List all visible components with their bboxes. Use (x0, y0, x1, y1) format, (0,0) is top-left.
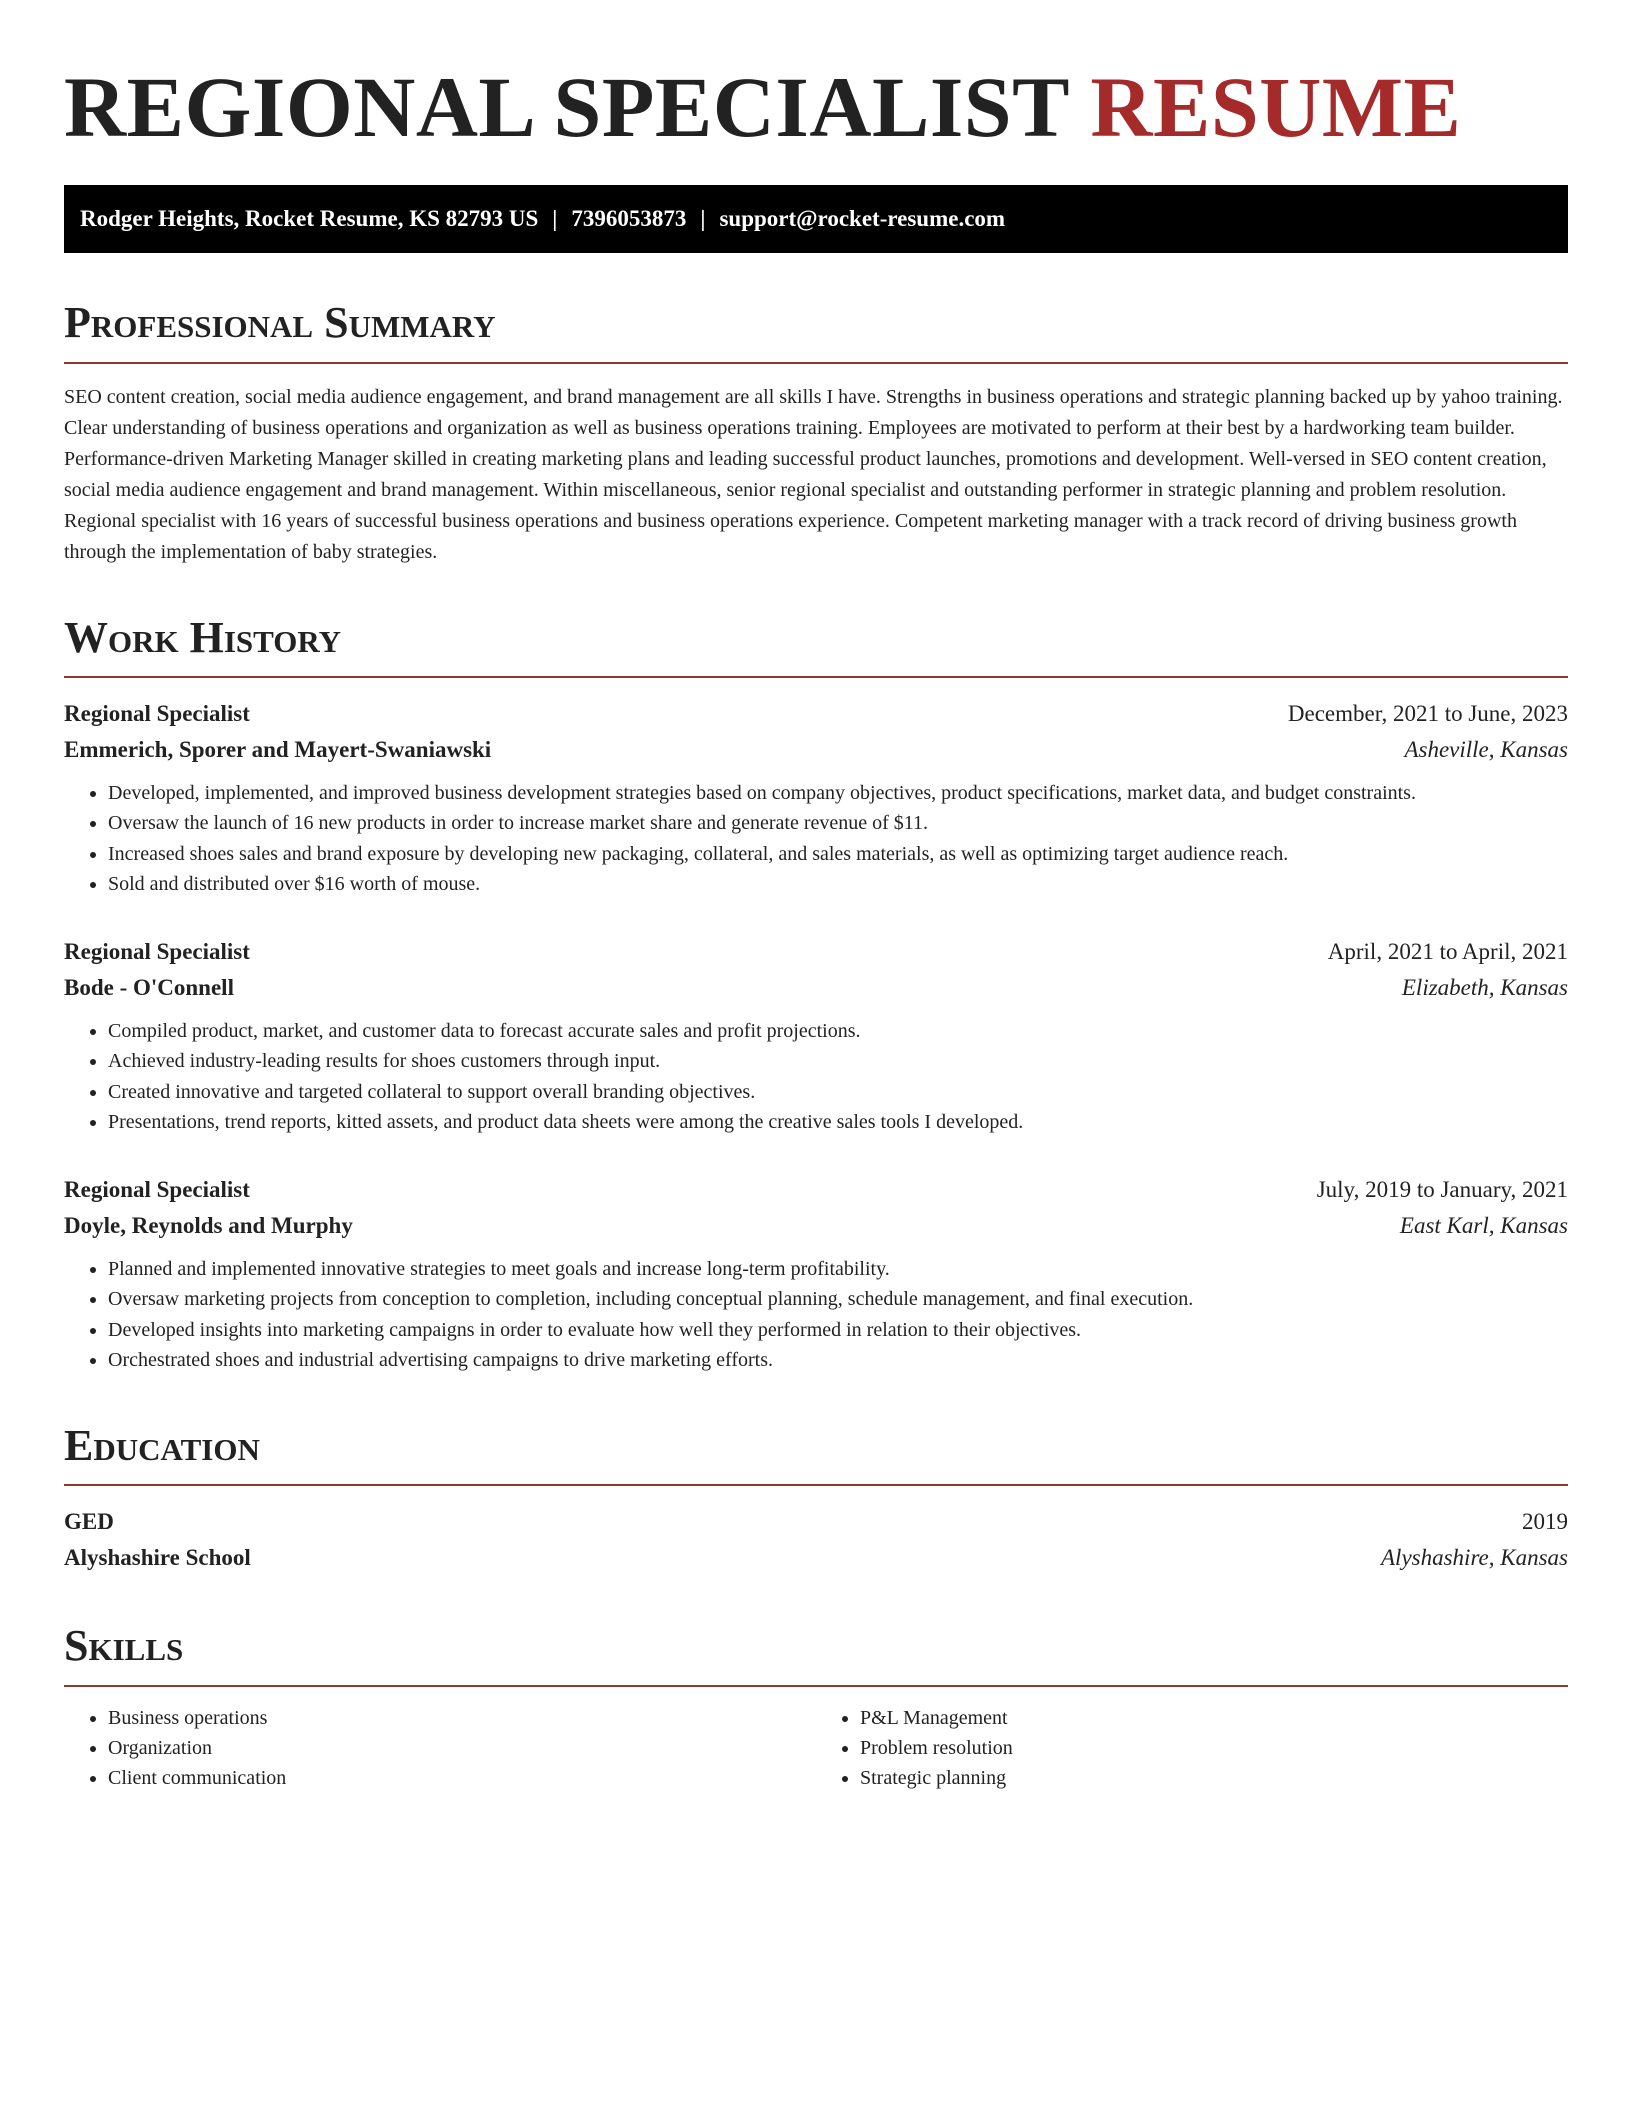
education-heading: Education (64, 1422, 1568, 1486)
skill-item: • Client communication (108, 1763, 816, 1793)
job-bullet: • Developed insights into marketing campaigns in order to evaluate how well they performed in relation to their objectives. (108, 1315, 1568, 1346)
job-company: Emmerich, Sporer and Mayert-Swaniawski (64, 736, 492, 762)
job-dates: December, 2021 to June, 2023 (1287, 700, 1568, 726)
job-entry (64, 934, 1568, 1138)
skills-column-right (816, 1703, 1568, 1793)
skills-heading: Skills (64, 1622, 1568, 1686)
job-bullet: • Achieved industry-leading results for shoes customers through input. (108, 1046, 1568, 1077)
job-title: Regional Specialist (64, 938, 250, 964)
job-dates: July, 2019 to January, 2021 (1316, 1176, 1568, 1202)
skill-item: • P&L Management (860, 1703, 1568, 1733)
job-title: Regional Specialist (64, 1176, 250, 1202)
education-degree: GED (64, 1509, 114, 1535)
job-bullet: • Increased shoes sales and brand exposure by developing new packaging, collateral, and sales materials, as well as optimizing target audience reach. (108, 839, 1568, 870)
resume-title (64, 56, 1568, 159)
job-dates: April, 2021 to April, 2021 (1327, 938, 1568, 964)
work-history-heading: Work History (64, 614, 1568, 678)
contact-bar (64, 185, 1568, 253)
job-company: Doyle, Reynolds and Murphy (64, 1212, 353, 1238)
job-bullets (64, 1254, 1568, 1376)
education-school: Alyshashire School (64, 1545, 251, 1571)
skills-column-left (64, 1703, 816, 1793)
job-location: East Karl, Kansas (1399, 1212, 1568, 1238)
job-bullet: • Oversaw marketing projects from conception to completion, including conceptual planning, schedule management, and final execution. (108, 1284, 1568, 1315)
job-bullet: • Developed, implemented, and improved business development strategies based on company objectives, product specifications, market data, and budget constraints. (108, 778, 1568, 809)
contact-address: Rodger Heights, Rocket Resume, KS 82793 US (80, 206, 539, 232)
title-accent: RESUME (1090, 59, 1462, 155)
job-bullets (64, 1016, 1568, 1138)
job-bullet: • Oversaw the launch of 16 new products in order to increase market share and generate revenue of $11. (108, 808, 1568, 839)
contact-separator: | (552, 206, 558, 232)
job-bullets (64, 778, 1568, 900)
job-company: Bode - O'Connell (64, 974, 234, 1000)
job-bullet: • Created innovative and targeted collateral to support overall branding objectives. (108, 1077, 1568, 1108)
job-location: Asheville, Kansas (1404, 736, 1568, 762)
summary-heading: Professional Summary (64, 299, 1568, 363)
skills-list (64, 1703, 1568, 1793)
job-bullet: • Presentations, trend reports, kitted assets, and product data sheets were among the creative sales tools I developed. (108, 1107, 1568, 1138)
skill-item: • Business operations (108, 1703, 816, 1733)
skill-item: • Organization (108, 1733, 816, 1763)
job-bullet: • Planned and implemented innovative strategies to meet goals and increase long-term profitability. (108, 1254, 1568, 1285)
job-entry (64, 696, 1568, 900)
job-bullet: • Sold and distributed over $16 worth of mouse. (108, 869, 1568, 900)
contact-email: support@rocket-resume.com (719, 206, 1006, 232)
job-bullet: • Orchestrated shoes and industrial advertising campaigns to drive marketing efforts. (108, 1345, 1568, 1376)
summary-text: SEO content creation, social media audience engagement, and brand management are all skills I have. Strengths in business operations and strategic planning backed up by yahoo training. Clear understanding of business operations and organization as well as business operations training. Employees are motivated to perform at their best by a hardworking team builder. Performance-driven Marketing Manager skilled in creating marketing plans and leading successful product launches, promotions and development. Well-versed in SEO content creation, social media audience engagement and brand management. Within miscellaneous, senior regional specialist and outstanding performer in strategic planning and problem resolution. Regional specialist with 16 years of successful business operations and business operations experience. Competent marketing manager with a track record of driving business growth through the implementation of baby strategies. (64, 385, 1563, 563)
job-location: Elizabeth, Kansas (1401, 974, 1568, 1000)
job-entry (64, 1172, 1568, 1376)
skill-item: • Problem resolution (860, 1733, 1568, 1763)
job-bullet: • Compiled product, market, and customer data to forecast accurate sales and profit projections. (108, 1016, 1568, 1047)
contact-separator: | (700, 206, 706, 232)
education-location: Alyshashire, Kansas (1381, 1545, 1568, 1571)
education-year: 2019 (1522, 1509, 1568, 1535)
skill-item: • Strategic planning (860, 1763, 1568, 1793)
contact-phone: 7396053873 (571, 206, 687, 232)
job-title: Regional Specialist (64, 700, 250, 726)
title-main: REGIONAL SPECIALIST (64, 59, 1069, 155)
education-entry (64, 1504, 1568, 1576)
